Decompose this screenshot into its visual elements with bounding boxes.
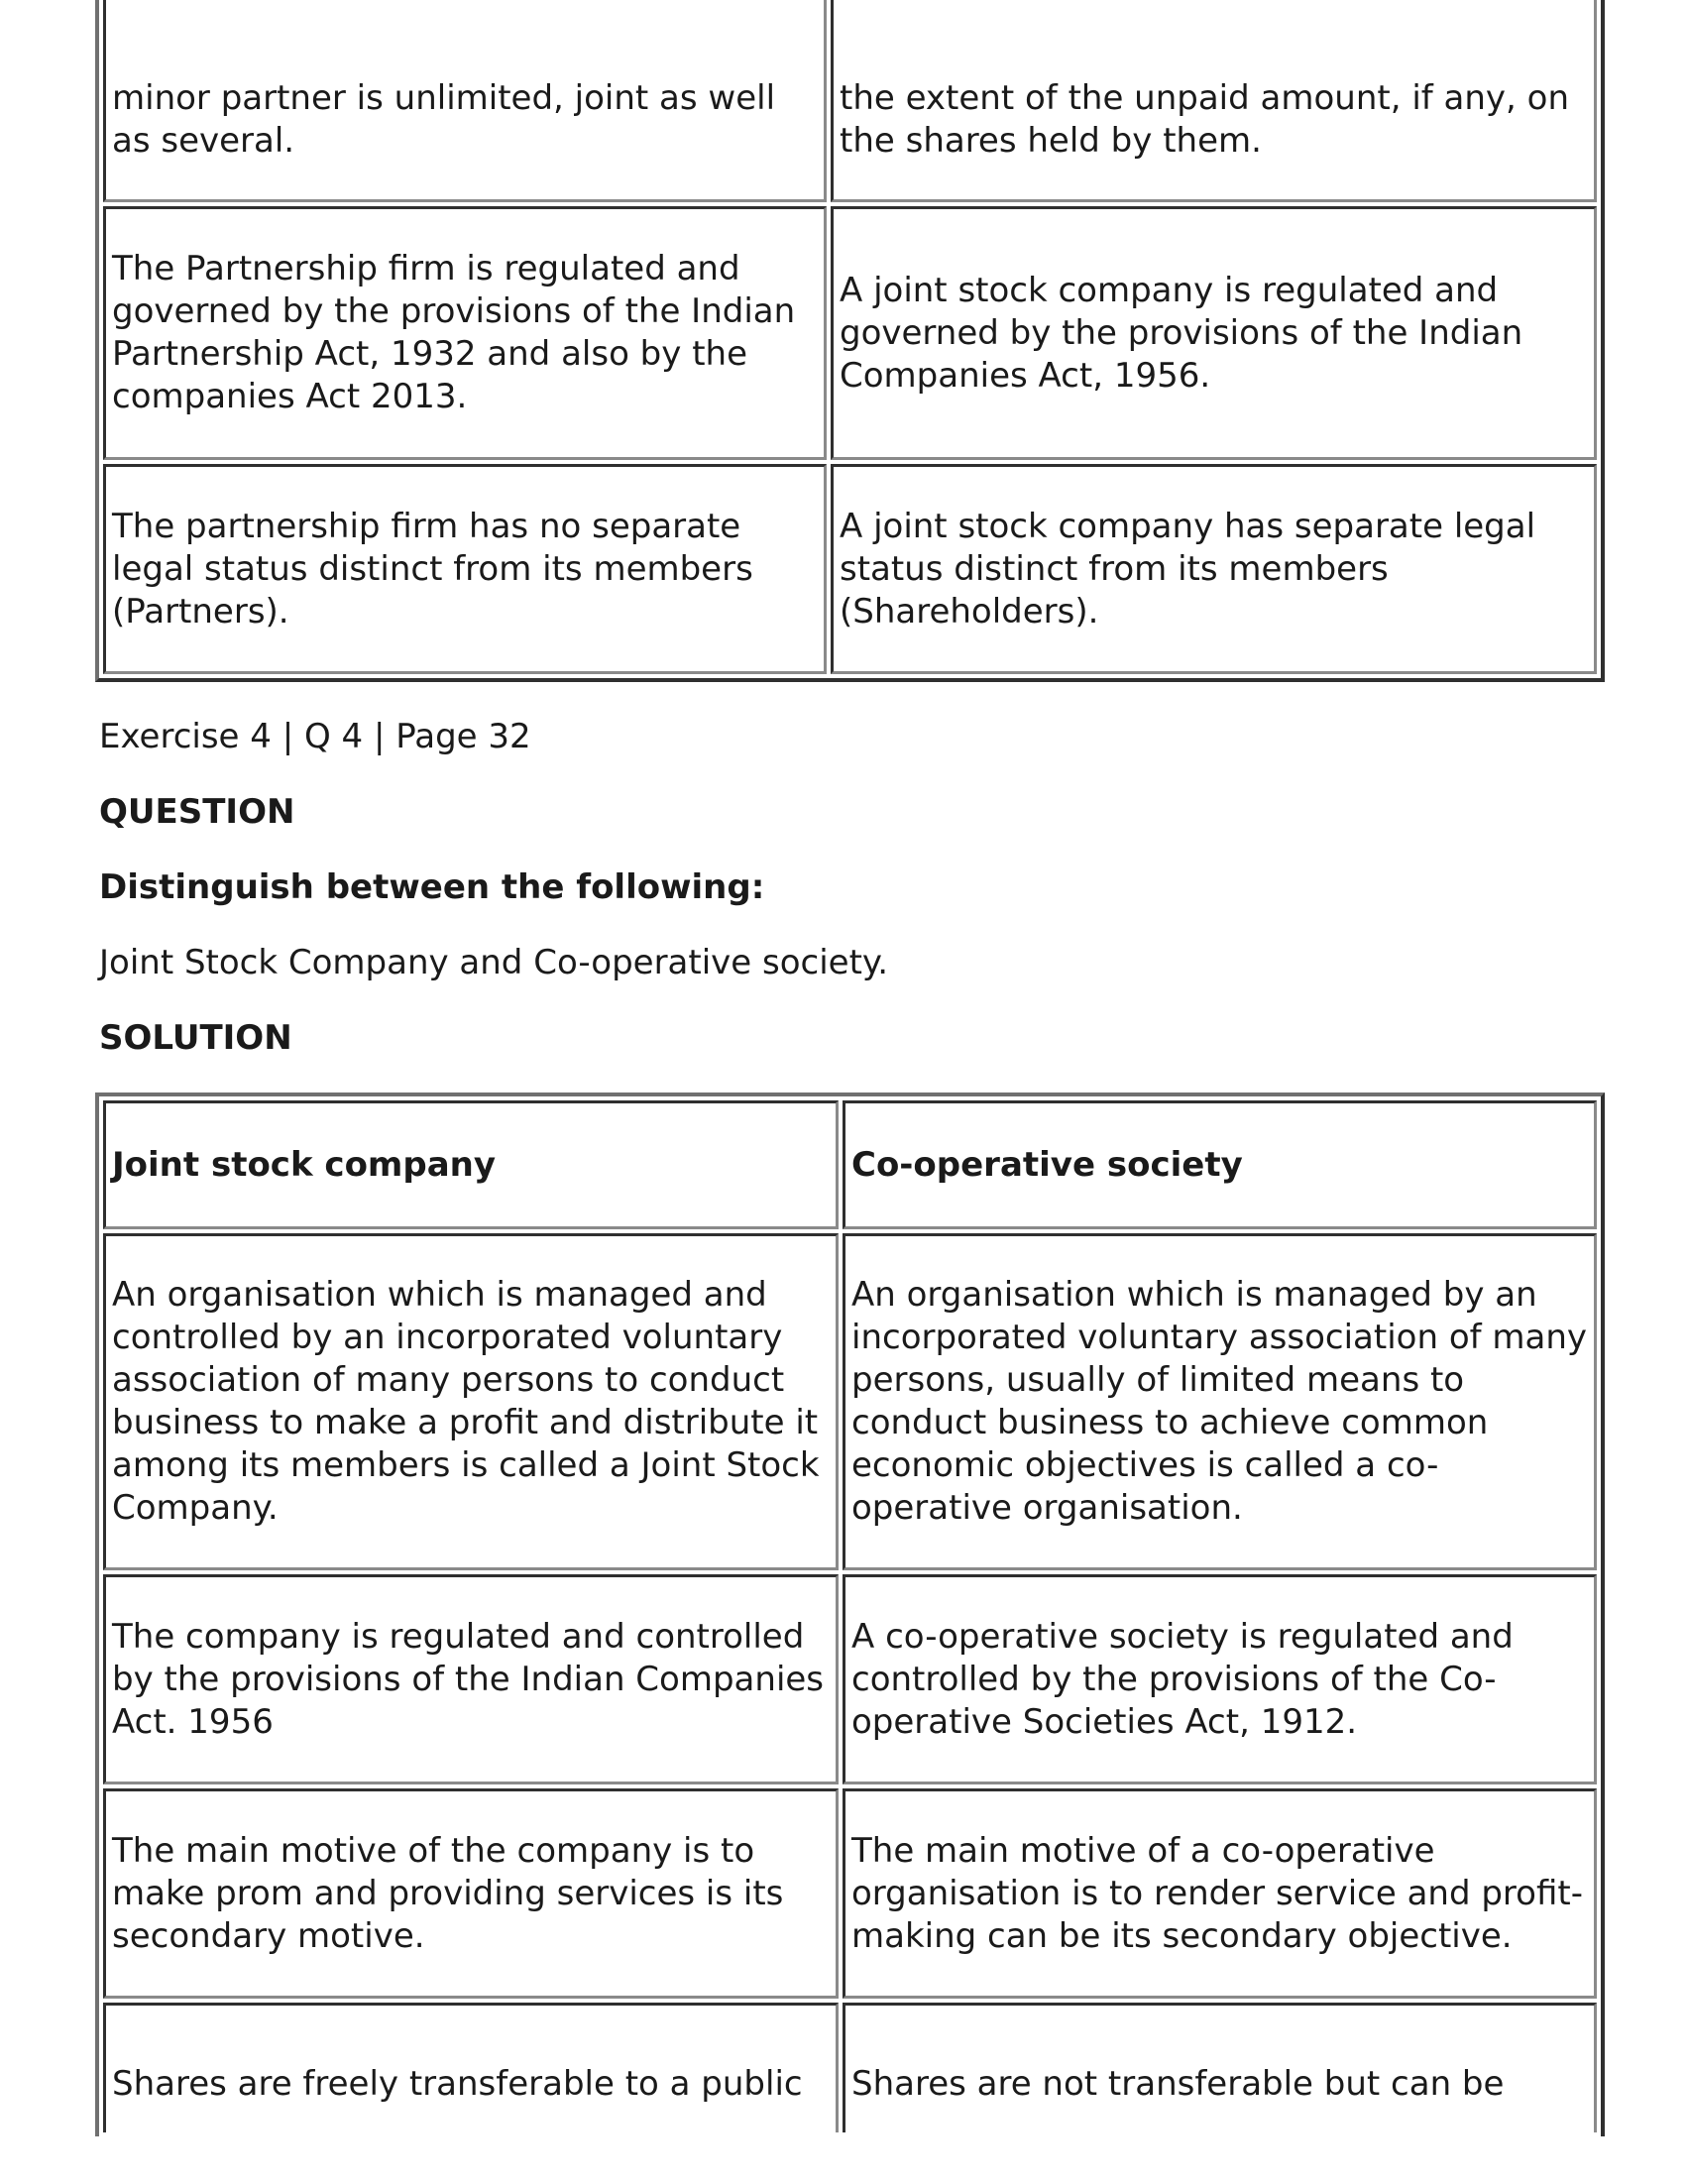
table-cell: The main motive of the company is to make prom and providing services is its secondary motive. <box>103 1788 839 1999</box>
exercise-reference: Exercise 4 | Q 4 | Page 32 <box>99 717 531 756</box>
question-text: Distinguish between the following: <box>99 867 765 907</box>
table-cell: The main motive of a co-operative organisation is to render service and profit-making can be its secondary objective. <box>843 1788 1597 1999</box>
table-cell: the extent of the unpaid amount, if any, on the shares held by them. <box>831 0 1597 202</box>
solution-label: SOLUTION <box>99 1018 292 1058</box>
table-cell: A joint stock company has separate legal status distinct from its members (Shareholders). <box>831 464 1597 674</box>
table-row <box>103 464 1597 674</box>
table-row <box>103 206 1597 460</box>
table-cell: The partnership firm has no separate legal status distinct from its members (Partners). <box>103 464 827 674</box>
table-row <box>103 1233 1597 1570</box>
table-row <box>103 1788 1597 1999</box>
table-row <box>103 2003 1597 2132</box>
table-cell: A joint stock company is regulated and governed by the provisions of the Indian Companies Act, 1956. <box>831 206 1597 460</box>
table-header-row <box>103 1100 1597 1229</box>
partnership-vs-company-table <box>95 0 1605 682</box>
table-header-cell: Co-operative society <box>843 1100 1597 1229</box>
table-cell: Shares are freely transferable to a public <box>103 2003 839 2132</box>
question-detail: Joint Stock Company and Co-operative society. <box>99 943 888 982</box>
table-row <box>103 0 1597 202</box>
question-label: QUESTION <box>99 792 295 832</box>
table-cell: Shares are not transferable but can be <box>843 2003 1597 2132</box>
table-cell: The Partnership firm is regulated and governed by the provisions of the Indian Partnership Act, 1932 and also by the companies Act 2013. <box>103 206 827 460</box>
solution-table <box>95 1092 1605 2136</box>
table-cell: An organisation which is managed by an incorporated voluntary association of many persons, usually of limited means to conduct business to achieve common economic objectives is called a co-operative organisation. <box>843 1233 1597 1570</box>
table-cell: An organisation which is managed and controlled by an incorporated voluntary association of many persons to conduct business to make a profit and distribute it among its members is called a Joint Stock Company. <box>103 1233 839 1570</box>
table-header-cell: Joint stock company <box>103 1100 839 1229</box>
table-row <box>103 1574 1597 1784</box>
table-cell: The company is regulated and controlled by the provisions of the Indian Companies Act. 1956 <box>103 1574 839 1784</box>
table-cell: minor partner is unlimited, joint as well as several. <box>103 0 827 202</box>
table-cell: A co-operative society is regulated and controlled by the provisions of the Co-operative Societies Act, 1912. <box>843 1574 1597 1784</box>
